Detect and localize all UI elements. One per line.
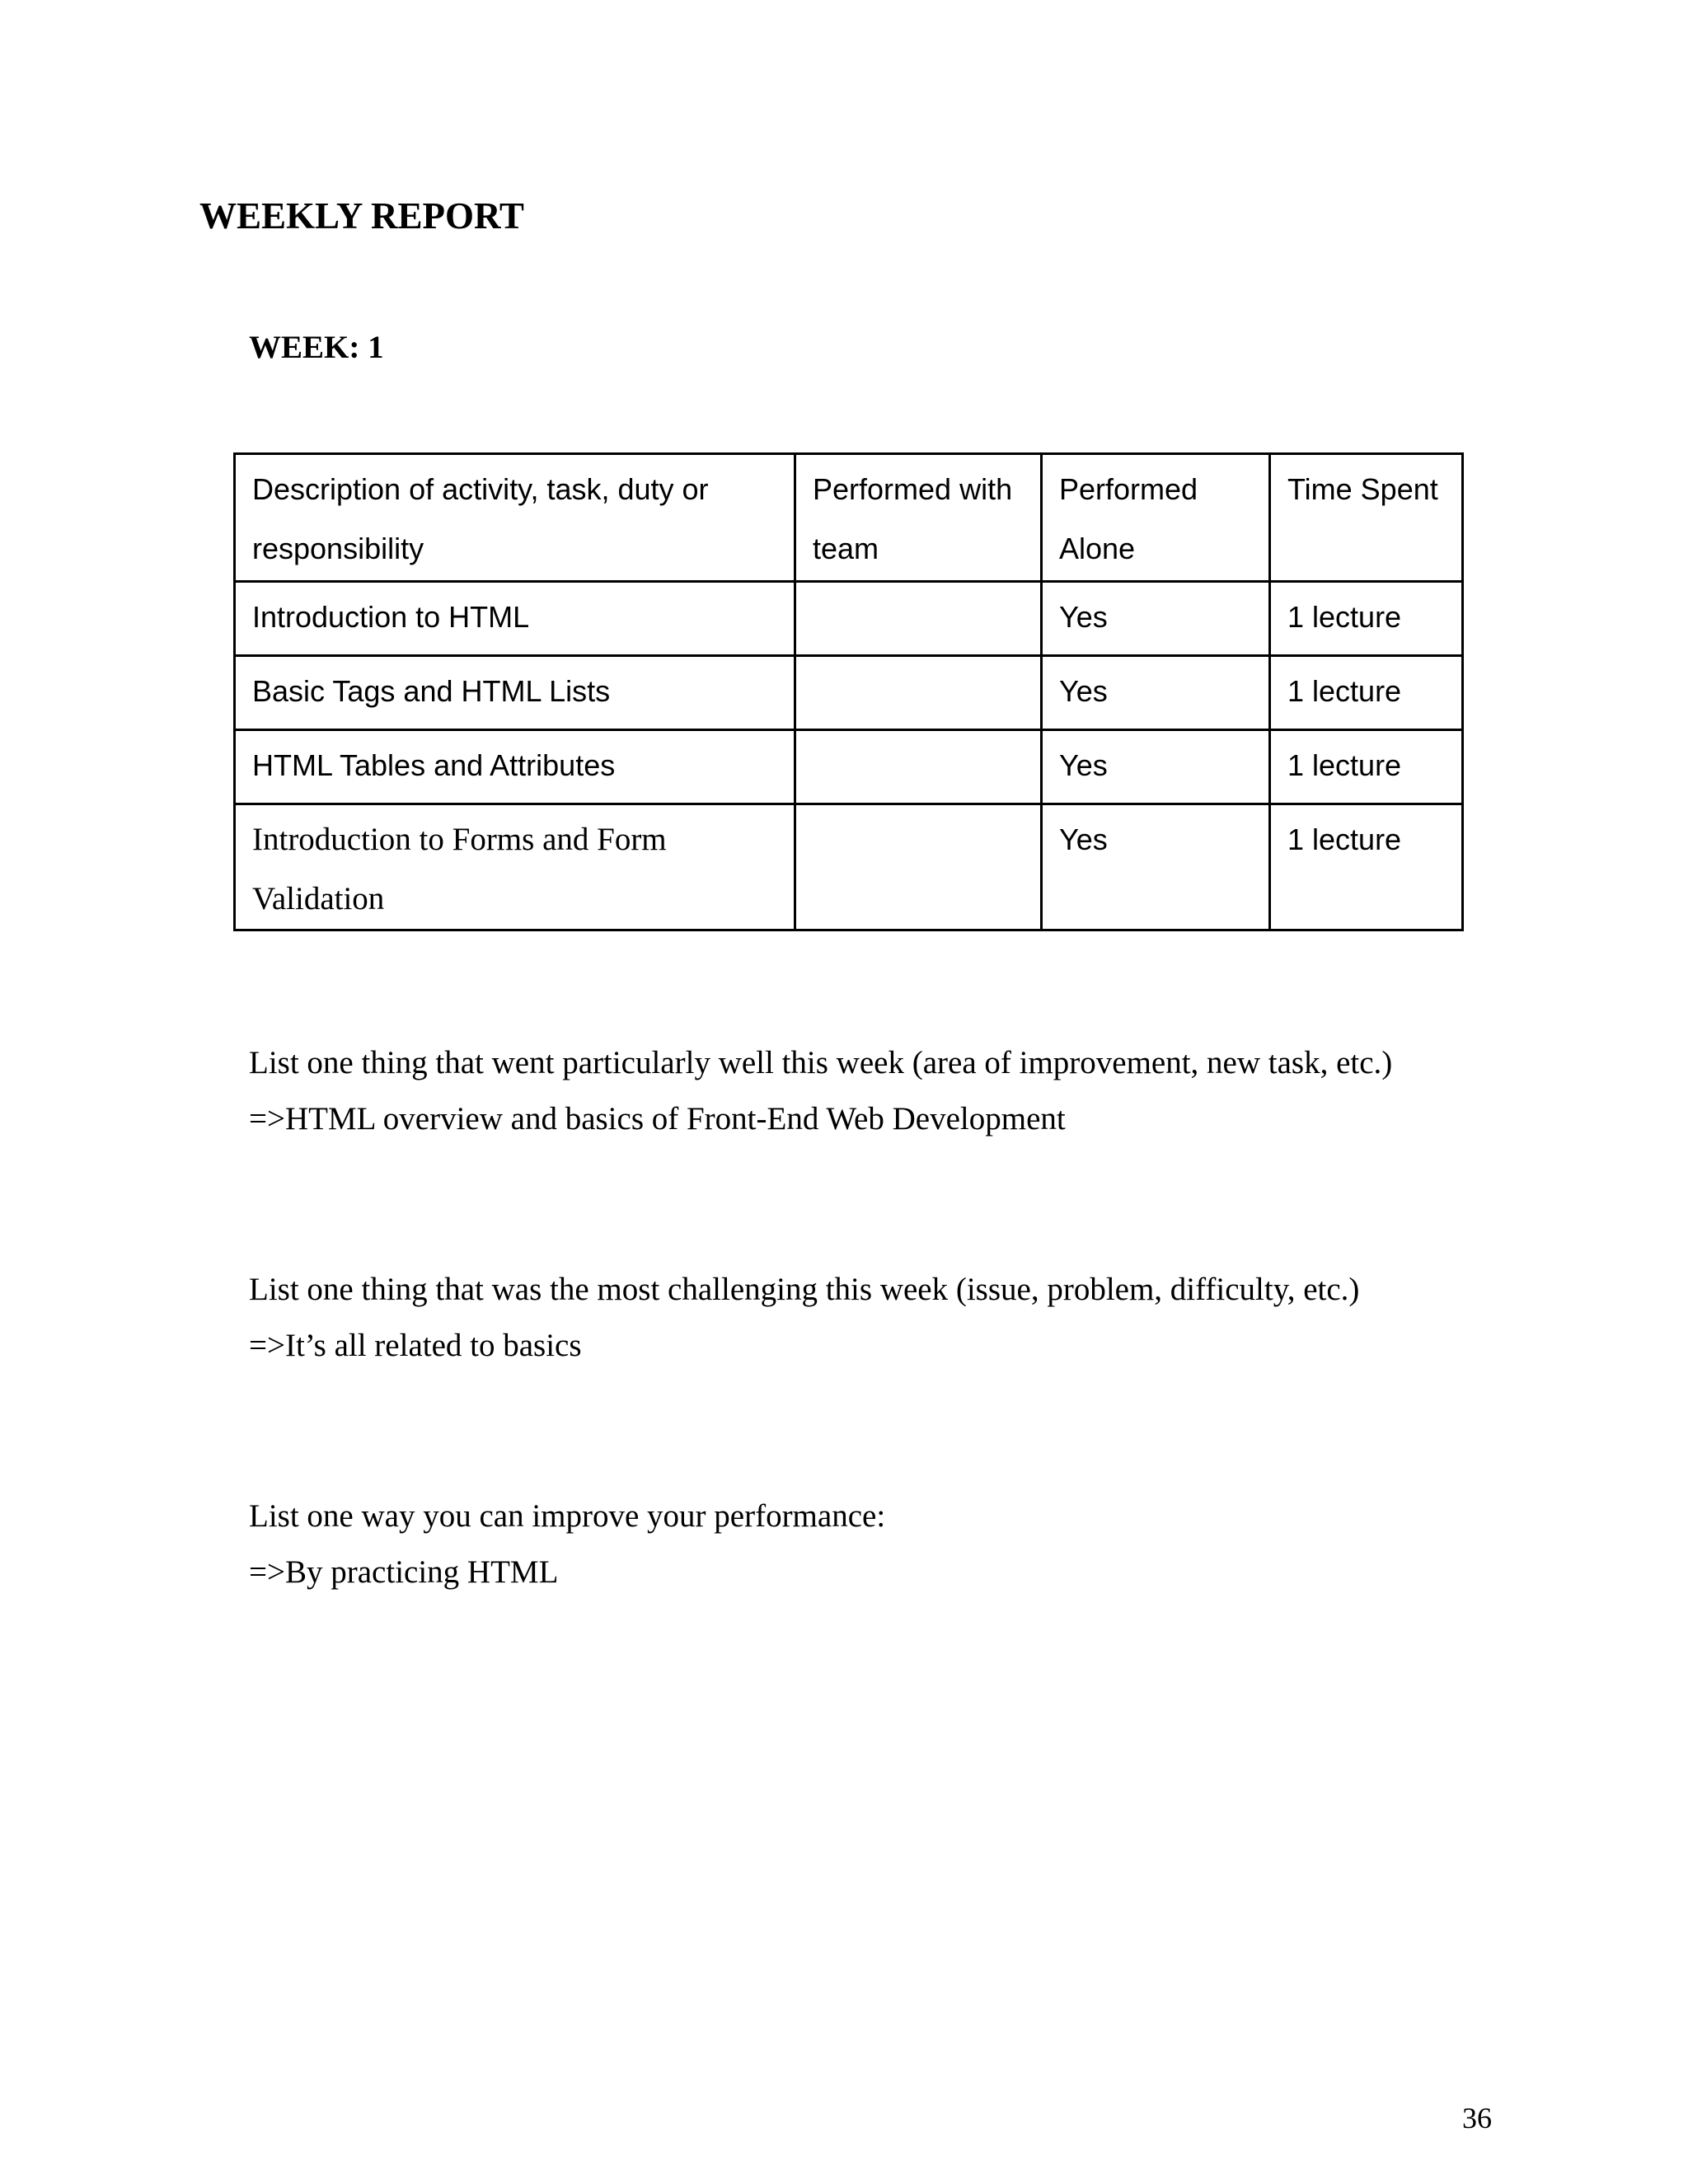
row-performed-alone: Yes	[1042, 656, 1270, 730]
row-time-spent: 1 lecture	[1270, 582, 1463, 656]
table-row	[235, 730, 1463, 804]
header-description: Description of activity, task, duty or responsibility	[235, 454, 795, 582]
row-performed-alone: Yes	[1042, 582, 1270, 656]
row-description: Introduction to HTML	[235, 582, 795, 656]
report-title: WEEKLY REPORT	[199, 195, 524, 237]
went-well-answer: =>HTML overview and basics of Front-End Web Development	[249, 1101, 1066, 1137]
table-row	[235, 582, 1463, 656]
header-performed-with-team: Performed with team	[795, 454, 1042, 582]
header-time-spent: Time Spent	[1270, 454, 1463, 582]
improve-section	[249, 1488, 885, 1601]
challenging-answer: =>It’s all related to basics	[249, 1328, 582, 1363]
row-description: Introduction to Forms and Form Validation	[235, 804, 795, 930]
header-performed-alone: Performed Alone	[1042, 454, 1270, 582]
went-well-section	[249, 1035, 1392, 1147]
page-number: 36	[1462, 2102, 1492, 2135]
row-description: Basic Tags and HTML Lists	[235, 656, 795, 730]
table-header-row	[235, 454, 1463, 582]
row-time-spent: 1 lecture	[1270, 804, 1463, 930]
week-label: WEEK: 1	[249, 330, 384, 365]
row-performed-with-team	[795, 730, 1042, 804]
row-performed-alone: Yes	[1042, 804, 1270, 930]
row-time-spent: 1 lecture	[1270, 656, 1463, 730]
challenging-prompt: List one thing that was the most challenging this week (issue, problem, difficulty, etc.)	[249, 1272, 1360, 1307]
row-time-spent: 1 lecture	[1270, 730, 1463, 804]
table-row	[235, 656, 1463, 730]
improve-answer: =>By practicing HTML	[249, 1554, 559, 1590]
row-performed-with-team	[795, 582, 1042, 656]
table-row	[235, 804, 1463, 930]
row-performed-with-team	[795, 656, 1042, 730]
challenging-section	[249, 1262, 1359, 1374]
improve-prompt: List one way you can improve your performance:	[249, 1498, 886, 1534]
activity-table	[233, 452, 1464, 931]
row-performed-with-team	[795, 804, 1042, 930]
row-description: HTML Tables and Attributes	[235, 730, 795, 804]
row-performed-alone: Yes	[1042, 730, 1270, 804]
went-well-prompt: List one thing that went particularly well this week (area of improvement, new task, etc.)	[249, 1045, 1393, 1080]
